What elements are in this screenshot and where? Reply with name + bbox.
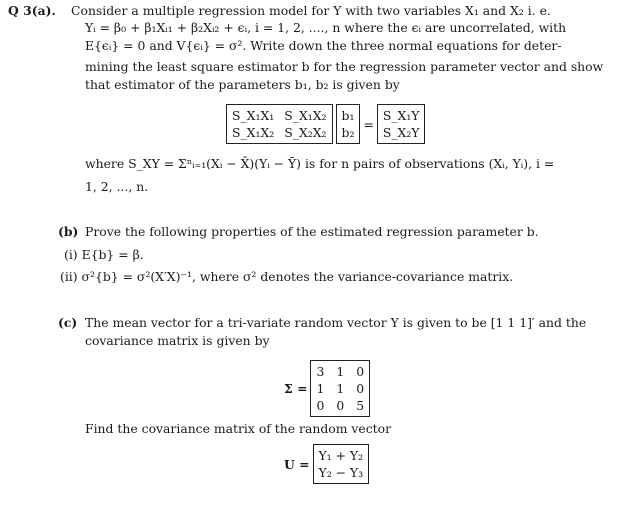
u-vector-block — [284, 444, 369, 484]
part-b-i: (i) E{b} = β. — [64, 247, 144, 262]
s-matrix-cell: S_X₂X₂ — [284, 125, 327, 140]
q3a-line-1: Consider a multiple regression model for Y with two variables X₁ and X₂ i. e. — [71, 3, 551, 18]
u-label: U = — [284, 456, 310, 472]
q3a-line-3: E{ϵᵢ} = 0 and V{ϵᵢ} = σ². Write down the three normal equations for deter- — [85, 38, 562, 53]
sigma-cell: 1 — [316, 381, 325, 396]
normal-equation-matrix — [226, 104, 425, 144]
question-3a-label: Q 3(a). — [8, 3, 56, 18]
b-vector-cell: b₁ — [341, 108, 355, 123]
part-c-text-1: The mean vector for a tri-variate random vector Y is given to be [1 1 1]′ and the — [85, 315, 587, 330]
sxy-definition-cont: 1, 2, ..., n. — [85, 179, 149, 194]
u-vector-cell: Y₂ − Y₃ — [318, 465, 364, 480]
part-b-ii: (ii) σ²{b} = σ²(X′X)⁻¹, where σ² denotes the variance-covariance matrix. — [60, 269, 514, 284]
sxy-definition: where S_XY = Σⁿᵢ₌₁(Xᵢ − X̄)(Yᵢ − Ȳ) is for n pairs of observations (Xᵢ, Yᵢ), i = — [85, 156, 555, 171]
u-vector — [313, 444, 370, 484]
sy-vector-cell: S_X₂Y — [382, 125, 420, 140]
sigma-cell: 0 — [336, 398, 345, 413]
sigma-cell: 0 — [316, 398, 325, 413]
q3a-line-5: that estimator of the parameters b₁, b₂ is given by — [85, 77, 400, 92]
b-vector — [336, 104, 361, 144]
sy-vector-cell: S_X₁Y — [382, 108, 420, 123]
sigma-matrix — [310, 360, 370, 417]
equals-sign: = — [363, 116, 374, 132]
sigma-cell: 3 — [316, 364, 325, 379]
part-b-label: (b) — [58, 224, 79, 239]
sy-vector — [377, 104, 426, 144]
u-vector-cell: Y₁ + Y₂ — [318, 448, 364, 463]
sigma-cell: 1 — [336, 364, 345, 379]
part-b-text: Prove the following properties of the estimated regression parameter b. — [85, 224, 539, 239]
sigma-cell: 1 — [336, 381, 345, 396]
sigma-label: Σ = — [284, 381, 308, 396]
s-matrix — [226, 104, 333, 144]
sigma-cell: 5 — [356, 398, 365, 413]
s-matrix-cell: S_X₁X₂ — [232, 125, 275, 140]
q3a-line-2: Yᵢ = β₀ + β₁Xᵢ₁ + β₂Xᵢ₂ + ϵᵢ, i = 1, 2, ...., n where the ϵᵢ are uncorrelated, with — [85, 20, 567, 35]
s-matrix-cell: S_X₁X₁ — [232, 108, 275, 123]
s-matrix-cell: S_X₁X₂ — [284, 108, 327, 123]
part-c-label: (c) — [58, 315, 78, 330]
sigma-cell: 0 — [356, 381, 365, 396]
b-vector-cell: b₂ — [341, 125, 355, 140]
sigma-cell: 0 — [356, 364, 365, 379]
sigma-matrix-block — [284, 360, 370, 417]
q3a-line-4: mining the least square estimator b for the regression parameter vector and show — [85, 59, 604, 74]
part-c-text-2: covariance matrix is given by — [85, 333, 270, 348]
part-c-find-text: Find the covariance matrix of the random vector — [85, 421, 392, 436]
